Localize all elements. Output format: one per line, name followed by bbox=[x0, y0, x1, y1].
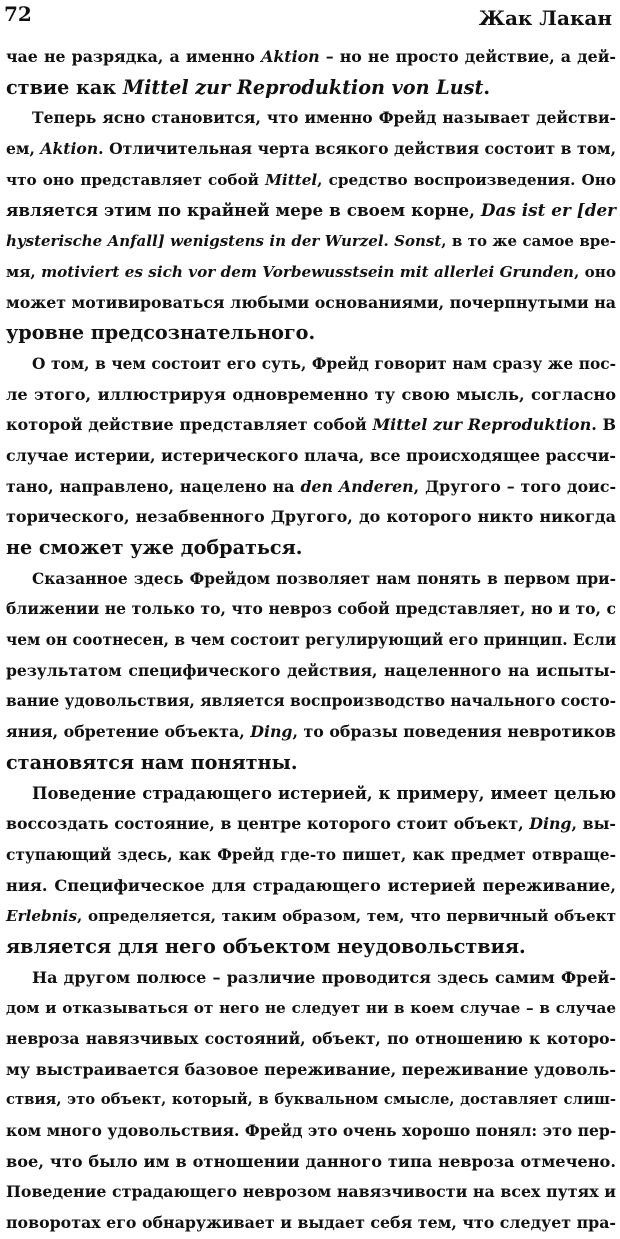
text-segment: невроза навязчивых состояний, объект, по отношению к которо- bbox=[6, 1029, 616, 1048]
text-line bbox=[6, 1147, 616, 1178]
text-segment: яния, обретение объекта, bbox=[6, 722, 251, 742]
text-segment: уровне предсознательного. bbox=[6, 321, 316, 345]
text-line bbox=[6, 195, 616, 226]
text-line bbox=[6, 1116, 616, 1147]
text-line bbox=[6, 380, 616, 411]
text-line bbox=[6, 410, 616, 441]
text-segment: поворотах его обнаруживает и выдает себя тем, что следует пра- bbox=[6, 1213, 616, 1233]
text-segment: является для него объектом неудовольствия. bbox=[6, 934, 526, 958]
text-line bbox=[6, 625, 616, 656]
text-segment: ем, bbox=[6, 139, 41, 159]
text-segment: чае не разрядка, а именно bbox=[6, 47, 262, 66]
text-line bbox=[6, 840, 616, 871]
text-segment: Сказанное здесь Фрейдом позволяет нам понять в первом при- bbox=[32, 569, 616, 588]
text-line bbox=[6, 901, 616, 932]
text-segment: . В bbox=[591, 415, 616, 435]
running-title: Жак Лакан bbox=[478, 6, 612, 30]
text-segment: не сможет уже добраться. bbox=[6, 536, 303, 559]
text-segment: Теперь ясно становится, что именно Фрейд называет действи- bbox=[32, 108, 616, 128]
text-segment: – но не просто действие, а дей- bbox=[319, 47, 616, 66]
text-segment: является этим по крайней мере в своем корне, bbox=[6, 200, 481, 221]
text-line bbox=[6, 1024, 616, 1055]
text-segment: что оно представляет собой bbox=[6, 170, 266, 189]
text-line bbox=[6, 963, 616, 994]
italic-text-segment: Ding bbox=[529, 814, 572, 834]
text-segment: , средство воспроизведения. Оно bbox=[317, 170, 616, 189]
text-segment: ствие как bbox=[6, 75, 123, 99]
text-segment: Поведение страдающего неврозом навязчивости на всех путях и bbox=[6, 1182, 616, 1202]
text-line bbox=[6, 1055, 616, 1086]
italic-text-segment: Mittel zur Reproduktion von Lust bbox=[122, 75, 484, 99]
text-segment: , то образы поведения невротиков bbox=[292, 722, 616, 742]
text-segment: случае истерии, истерического плача, все происходящее рассчи- bbox=[6, 445, 616, 465]
text-segment: чем он соотнесен, в чем состоит регулирующий его принцип. Если bbox=[6, 631, 617, 650]
text-line bbox=[6, 257, 616, 288]
text-line bbox=[6, 686, 616, 717]
text-line bbox=[6, 502, 616, 533]
text-segment: ния. Специфическое для страдающего истерией переживание, bbox=[6, 875, 616, 895]
italic-text-segment: motiviert es sich vor dem Vorbewusstsein mit allerlei Grunden bbox=[41, 262, 574, 281]
text-line bbox=[6, 748, 616, 779]
text-line bbox=[6, 932, 616, 963]
text-segment: На другом полюсе – различие проводится здесь самим Фрей- bbox=[32, 967, 616, 987]
text-segment: которой действие представляет собой bbox=[6, 415, 373, 435]
text-line bbox=[6, 318, 616, 349]
text-segment: ком много удовольствия. Фрейд это очень хорошо понял: это пер- bbox=[6, 1121, 617, 1141]
text-segment: тано, направлено, нацелено на bbox=[6, 476, 301, 496]
italic-text-segment: Erlebnis bbox=[6, 907, 77, 926]
text-line bbox=[6, 73, 616, 104]
text-segment: . bbox=[483, 75, 491, 99]
text-segment: дом и отказываться от него не следует ни в коем случае – в случае bbox=[6, 999, 616, 1018]
text-segment: Поведение страдающего истерией, к примеру, имеет целью bbox=[32, 783, 616, 803]
text-segment: вое, что было им в отношении данного типа невроза отмечено. bbox=[6, 1151, 616, 1171]
text-segment: становятся нам понятны. bbox=[6, 750, 298, 774]
text-line bbox=[6, 226, 616, 257]
text-line bbox=[6, 349, 616, 380]
text-segment: результатом специфического действия, нацеленного на испыты- bbox=[6, 660, 616, 680]
text-line bbox=[6, 779, 616, 810]
text-segment: , в то же самое вре- bbox=[441, 232, 616, 251]
body-text bbox=[6, 42, 616, 1239]
text-segment: ствия, это объект, который, в буквальном смысле, доставляет слиш- bbox=[6, 1091, 616, 1109]
italic-text-segment: Aktion bbox=[261, 47, 320, 66]
text-segment: ближении не только то, что невроз собой представляет, но и то, с bbox=[6, 599, 616, 619]
text-line bbox=[6, 564, 616, 595]
text-segment: ступающий здесь, как Фрейд где-то пишет, как предмет отвраще- bbox=[6, 845, 616, 864]
italic-text-segment: Ding bbox=[250, 722, 293, 742]
page-header bbox=[4, 2, 612, 32]
text-line bbox=[6, 594, 616, 625]
italic-text-segment: Mittel zur Reproduktion bbox=[372, 415, 592, 435]
text-line bbox=[6, 103, 616, 134]
text-line bbox=[6, 1085, 616, 1116]
text-segment: му выстраивается базовое переживание, переживание удоволь- bbox=[6, 1059, 617, 1079]
italic-text-segment: hysterische Anfall] wenigstens in der Wurzel. Sonst bbox=[6, 232, 442, 251]
text-segment: вание удовольствия, является воспроизводство начального состо- bbox=[6, 692, 616, 711]
text-segment: ле этого, иллюстрируя одновременно ту свою мысль, согласно bbox=[6, 384, 616, 404]
text-line bbox=[6, 993, 616, 1024]
text-line bbox=[6, 656, 616, 687]
text-segment: , вы- bbox=[571, 814, 616, 834]
italic-text-segment: Aktion bbox=[40, 139, 99, 159]
text-segment: мя, bbox=[6, 262, 42, 281]
text-line bbox=[6, 441, 616, 472]
text-segment: . Отличительная черта всякого действия состоит в том, bbox=[98, 139, 616, 159]
text-segment: может мотивироваться любыми основаниями, почерпнутыми на bbox=[6, 292, 616, 312]
italic-text-segment: den Anderen bbox=[300, 476, 414, 496]
text-line bbox=[6, 1208, 616, 1239]
italic-text-segment: Das ist er [der bbox=[480, 200, 616, 221]
text-segment: , Другого – того доис- bbox=[413, 476, 617, 496]
text-line bbox=[6, 288, 616, 319]
text-line bbox=[6, 42, 616, 73]
text-line bbox=[6, 533, 616, 564]
page-number: 72 bbox=[4, 2, 32, 26]
text-segment: торического, незабвенного Другого, до которого никто никогда bbox=[6, 507, 616, 527]
text-line bbox=[6, 134, 616, 165]
text-line bbox=[6, 717, 616, 748]
text-segment: воссоздать состояние, в центре которого стоит объект, bbox=[6, 814, 530, 834]
text-segment: , оно bbox=[573, 262, 617, 281]
text-line bbox=[6, 871, 616, 902]
italic-text-segment: Mittel bbox=[265, 170, 318, 189]
text-segment: , определяется, таким образом, тем, что первичный объект bbox=[77, 907, 616, 926]
text-line bbox=[6, 809, 616, 840]
text-line bbox=[6, 165, 616, 196]
text-segment: О том, в чем состоит его суть, Фрейд говорит нам сразу же пос- bbox=[32, 354, 616, 373]
text-line bbox=[6, 1177, 616, 1208]
text-line bbox=[6, 472, 616, 503]
